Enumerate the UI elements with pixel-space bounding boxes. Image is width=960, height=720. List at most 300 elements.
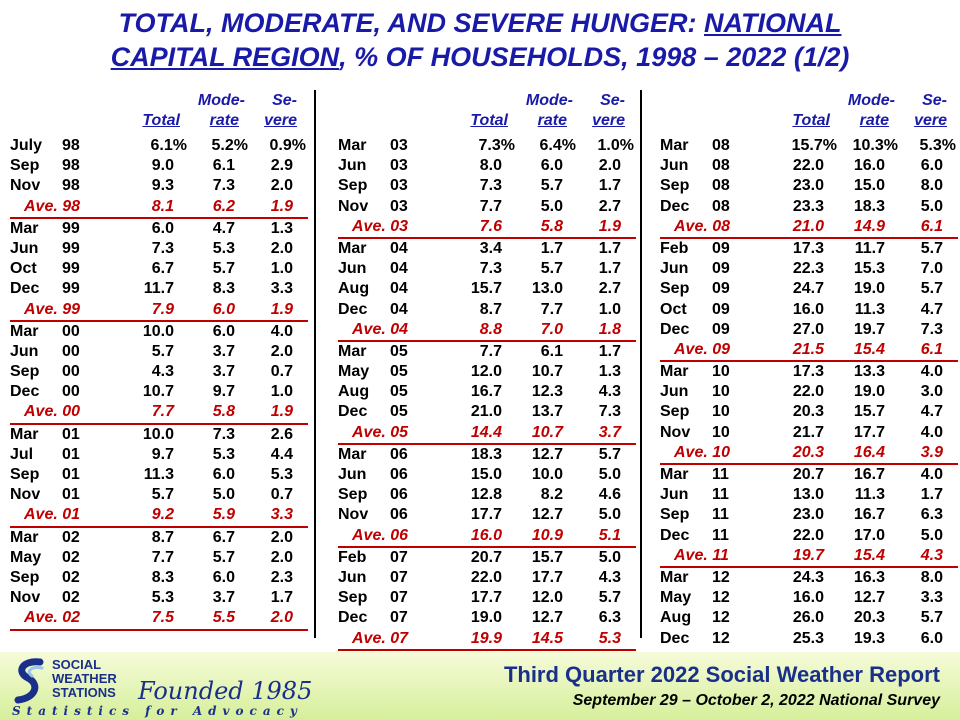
moderate-cell: 19.3 <box>853 629 885 647</box>
average-label: Ave. 03 <box>352 217 409 235</box>
severe-header-top: Se- <box>600 92 625 109</box>
total-cell: 11.3 <box>143 466 174 483</box>
severe-cell: 5.0 <box>598 548 621 566</box>
severe-cell: 6.0 <box>920 157 943 175</box>
year-cell: 02 <box>62 589 80 607</box>
total-cell: 9.0 <box>151 157 174 175</box>
year-cell: 09 <box>712 239 730 257</box>
table-row <box>338 197 636 217</box>
average-label: Ave. 10 <box>674 443 731 461</box>
severe-cell: 6.3 <box>920 506 943 524</box>
average-label: Ave. 05 <box>352 423 409 441</box>
year-cell: 98 <box>62 137 80 154</box>
year-cell: 00 <box>62 363 80 381</box>
table-row <box>338 259 636 279</box>
average-row <box>338 320 636 342</box>
month-cell: Jun <box>660 486 689 504</box>
total-cell: 27.0 <box>792 320 824 338</box>
month-cell: Sep <box>10 466 40 483</box>
year-cell: 00 <box>62 322 80 340</box>
severe-cell: 3.9 <box>920 443 943 461</box>
severe-cell: 1.9 <box>270 300 293 318</box>
total-cell: 8.7 <box>151 528 174 546</box>
moderate-cell: 16.0 <box>853 157 885 175</box>
moderate-cell: 18.3 <box>853 197 885 215</box>
severe-cell: 2.6 <box>270 425 293 443</box>
moderate-cell: 17.7 <box>531 568 563 586</box>
severe-cell: 4.6 <box>598 486 621 504</box>
average-label: Ave. 01 <box>24 506 81 524</box>
month-cell: May <box>338 363 370 381</box>
table-row <box>660 423 958 443</box>
total-cell: 24.3 <box>792 568 824 586</box>
severe-cell: 4.3 <box>598 568 621 586</box>
total-cell: 26.0 <box>792 609 824 627</box>
severe-cell: 0.9% <box>269 137 306 154</box>
total-cell: 8.7 <box>479 300 502 318</box>
severe-cell: 7.3 <box>920 320 943 338</box>
total-cell: 8.1 <box>151 197 174 215</box>
month-cell: Mar <box>660 568 689 586</box>
average-label: Ave. 08 <box>674 217 731 235</box>
severe-cell: 4.7 <box>920 403 943 421</box>
table-row <box>10 259 308 279</box>
moderate-cell: 15.0 <box>853 177 885 195</box>
month-cell: Mar <box>338 239 367 257</box>
severe-cell: 2.7 <box>598 197 621 215</box>
year-cell: 08 <box>712 157 730 175</box>
month-cell: Jun <box>660 383 689 401</box>
severe-cell: 1.0 <box>270 260 293 278</box>
year-cell: 04 <box>390 300 408 318</box>
table-row <box>10 425 308 445</box>
month-cell: Aug <box>660 609 692 627</box>
total-cell: 7.6 <box>479 217 502 235</box>
total-cell: 23.0 <box>792 177 824 195</box>
table-row <box>660 526 958 546</box>
year-cell: 03 <box>390 197 408 215</box>
year-cell: 11 <box>712 466 729 483</box>
table-row <box>660 465 958 485</box>
severe-cell: 7.3 <box>598 403 621 421</box>
total-cell: 13.0 <box>792 486 824 504</box>
total-cell: 6.7 <box>151 260 174 278</box>
month-cell: Jun <box>10 239 39 257</box>
moderate-cell: 12.3 <box>531 383 563 401</box>
severe-cell: 2.0 <box>270 528 293 546</box>
severe-header-bottom: vere <box>592 112 625 129</box>
total-header: Total <box>142 112 180 129</box>
month-cell: Jul <box>10 445 34 463</box>
total-cell: 4.3 <box>151 363 174 381</box>
severe-cell: 8.0 <box>920 177 943 195</box>
total-cell: 20.3 <box>792 443 824 461</box>
column-header <box>10 92 308 136</box>
moderate-cell: 10.7 <box>531 423 563 441</box>
moderate-cell: 11.3 <box>854 486 885 504</box>
average-row <box>660 443 958 465</box>
average-row <box>10 197 308 219</box>
table-row <box>338 362 636 382</box>
severe-cell: 5.0 <box>920 526 943 544</box>
table-row <box>338 548 636 568</box>
month-cell: Mar <box>10 322 39 340</box>
total-cell: 15.7% <box>791 137 837 154</box>
moderate-cell: 5.7 <box>540 177 563 195</box>
severe-cell: 1.8 <box>598 320 621 338</box>
severe-cell: 4.3 <box>920 546 943 564</box>
month-cell: Sep <box>338 177 368 195</box>
moderate-cell: 12.7 <box>531 506 563 524</box>
table-column-1 <box>10 92 308 631</box>
severe-cell: 6.0 <box>920 629 943 647</box>
month-cell: Dec <box>10 383 40 401</box>
average-label: Ave. 02 <box>24 609 81 627</box>
average-label: Ave. 06 <box>352 526 409 544</box>
severe-cell: 8.0 <box>920 568 943 586</box>
year-cell: 99 <box>62 260 80 278</box>
title-line2-underlined: CAPITAL REGION <box>110 42 340 72</box>
average-row <box>10 608 308 630</box>
org-name-line1: SOCIAL <box>52 657 102 672</box>
average-row <box>10 505 308 527</box>
total-cell: 22.0 <box>792 383 824 401</box>
total-cell: 21.7 <box>792 423 824 441</box>
month-cell: Jun <box>338 568 367 586</box>
moderate-cell: 19.0 <box>853 280 885 298</box>
total-cell: 25.3 <box>792 629 824 647</box>
total-cell: 17.3 <box>792 239 824 257</box>
year-cell: 04 <box>390 260 408 278</box>
average-label: Ave. 04 <box>352 320 409 338</box>
total-cell: 17.7 <box>470 589 502 607</box>
severe-cell: 3.7 <box>598 423 621 441</box>
moderate-cell: 5.8 <box>212 403 235 421</box>
year-cell: 06 <box>390 445 408 463</box>
moderate-cell: 11.3 <box>854 300 885 318</box>
month-cell: Dec <box>660 526 690 544</box>
table-row <box>660 402 958 422</box>
total-cell: 7.7 <box>479 197 502 215</box>
moderate-cell: 7.0 <box>540 320 563 338</box>
severe-cell: 2.0 <box>270 609 293 627</box>
severe-cell: 1.3 <box>598 363 621 381</box>
severe-cell: 6.1 <box>920 217 943 235</box>
year-cell: 11 <box>712 526 729 544</box>
org-name-line3: STATIONS <box>52 685 116 700</box>
report-title: Third Quarter 2022 Social Weather Report <box>503 662 940 687</box>
month-cell: Nov <box>338 197 369 215</box>
average-row <box>10 300 308 322</box>
moderate-cell: 16.3 <box>853 568 885 586</box>
severe-cell: 5.1 <box>598 526 621 544</box>
year-cell: 00 <box>62 383 80 401</box>
moderate-header-top: Mode- <box>847 92 895 109</box>
table-row <box>338 300 636 320</box>
table-row <box>10 239 308 259</box>
moderate-cell: 14.5 <box>531 629 563 647</box>
year-cell: 10 <box>712 423 730 441</box>
column-divider-2 <box>640 90 642 638</box>
total-cell: 21.0 <box>470 403 502 421</box>
table-row <box>660 382 958 402</box>
table-row <box>10 382 308 402</box>
table-row <box>338 342 636 362</box>
month-cell: Mar <box>10 425 39 443</box>
table-row <box>338 608 636 628</box>
month-cell: Oct <box>660 300 687 318</box>
table-row <box>338 136 636 156</box>
table-row <box>10 362 308 382</box>
total-cell: 23.0 <box>792 506 824 524</box>
month-cell: Aug <box>338 280 370 298</box>
moderate-cell: 9.7 <box>212 383 235 401</box>
severe-cell: 1.7 <box>598 177 621 195</box>
total-cell: 5.7 <box>151 486 174 504</box>
moderate-cell: 5.3 <box>212 239 235 257</box>
severe-cell: 4.0 <box>270 322 293 340</box>
severe-cell: 5.7 <box>598 445 621 463</box>
severe-cell: 2.7 <box>598 280 621 298</box>
table-row <box>338 505 636 525</box>
table-row <box>338 402 636 422</box>
table-row <box>10 322 308 342</box>
year-cell: 09 <box>712 320 730 338</box>
year-cell: 02 <box>62 568 80 586</box>
year-cell: 11 <box>712 506 729 524</box>
total-cell: 7.7 <box>151 548 174 566</box>
moderate-cell: 6.0 <box>212 300 235 318</box>
table-row <box>10 485 308 505</box>
total-cell: 5.3 <box>151 589 174 607</box>
moderate-cell: 6.4% <box>539 137 576 154</box>
table-row <box>10 176 308 196</box>
moderate-cell: 6.0 <box>212 322 235 340</box>
total-cell: 6.0 <box>151 219 174 237</box>
moderate-cell: 5.9 <box>212 506 235 524</box>
total-header: Total <box>792 112 830 129</box>
moderate-cell: 16.7 <box>853 466 885 483</box>
table-row <box>660 197 958 217</box>
year-cell: 01 <box>62 425 80 443</box>
month-cell: Oct <box>10 260 37 278</box>
average-row <box>338 217 636 239</box>
moderate-cell: 5.3 <box>212 445 235 463</box>
total-cell: 22.0 <box>792 157 824 175</box>
year-cell: 07 <box>390 568 408 586</box>
month-cell: Sep <box>10 363 40 381</box>
severe-cell: 5.7 <box>920 609 943 627</box>
total-cell: 17.3 <box>792 363 824 381</box>
month-cell: Sep <box>660 506 690 524</box>
moderate-cell: 17.0 <box>853 526 885 544</box>
moderate-cell: 6.1 <box>540 342 563 360</box>
title-line1: TOTAL, MODERATE, AND SEVERE HUNGER: <box>118 8 705 38</box>
month-cell: Jun <box>338 260 367 278</box>
year-cell: 12 <box>712 629 730 647</box>
table-row <box>660 136 958 156</box>
severe-header-top: Se- <box>272 92 297 109</box>
total-cell: 21.5 <box>792 340 824 358</box>
total-cell: 17.7 <box>470 506 502 524</box>
table-row <box>10 548 308 568</box>
moderate-cell: 10.9 <box>531 526 563 544</box>
month-cell: Dec <box>338 300 368 318</box>
year-cell: 07 <box>390 609 408 627</box>
average-row <box>10 402 308 424</box>
severe-cell: 3.3 <box>920 589 943 607</box>
table-row <box>338 485 636 505</box>
severe-cell: 5.0 <box>598 466 621 483</box>
month-cell: Feb <box>338 548 367 566</box>
table-row <box>10 568 308 588</box>
year-cell: 09 <box>712 260 730 278</box>
year-cell: 09 <box>712 300 730 318</box>
moderate-cell: 15.4 <box>853 340 885 358</box>
severe-cell: 1.0% <box>597 137 634 154</box>
year-cell: 12 <box>712 568 730 586</box>
severe-cell: 3.0 <box>920 383 943 401</box>
total-cell: 15.0 <box>470 466 502 483</box>
moderate-cell: 6.0 <box>540 157 563 175</box>
year-cell: 11 <box>712 486 729 504</box>
month-cell: Nov <box>338 506 369 524</box>
total-cell: 19.0 <box>470 609 502 627</box>
severe-cell: 5.7 <box>920 280 943 298</box>
moderate-cell: 12.0 <box>531 589 563 607</box>
severe-cell: 4.0 <box>920 423 943 441</box>
moderate-cell: 12.7 <box>531 609 563 627</box>
table-row <box>10 279 308 299</box>
severe-cell: 1.7 <box>270 589 293 607</box>
year-cell: 09 <box>712 280 730 298</box>
total-cell: 10.0 <box>142 425 174 443</box>
total-cell: 15.7 <box>470 280 502 298</box>
month-cell: Aug <box>338 383 370 401</box>
moderate-cell: 7.7 <box>540 300 563 318</box>
year-cell: 98 <box>62 157 80 175</box>
total-cell: 16.0 <box>792 300 824 318</box>
severe-cell: 0.7 <box>270 486 293 504</box>
average-label: Ave. 07 <box>352 629 409 647</box>
total-cell: 7.7 <box>151 403 174 421</box>
moderate-cell: 13.7 <box>531 403 563 421</box>
month-cell: Dec <box>660 320 690 338</box>
total-cell: 7.5 <box>151 609 174 627</box>
year-cell: 98 <box>62 177 80 195</box>
severe-cell: 6.1 <box>920 340 943 358</box>
moderate-cell: 4.7 <box>212 219 235 237</box>
moderate-cell: 17.7 <box>853 423 885 441</box>
org-name-line2: WEATHER <box>52 671 117 686</box>
footer-banner <box>0 652 960 720</box>
severe-header-bottom: vere <box>264 112 297 129</box>
moderate-cell: 12.7 <box>531 445 563 463</box>
moderate-cell: 7.3 <box>212 425 235 443</box>
total-cell: 22.0 <box>470 568 502 586</box>
table-row <box>660 608 958 628</box>
severe-cell: 2.0 <box>270 548 293 566</box>
severe-cell: 4.0 <box>920 466 943 483</box>
moderate-cell: 6.0 <box>212 466 235 483</box>
total-cell: 14.4 <box>470 423 502 441</box>
moderate-cell: 10.7 <box>531 363 563 381</box>
severe-cell: 5.7 <box>920 239 943 257</box>
table-row <box>10 219 308 239</box>
month-cell: Jun <box>338 466 367 483</box>
month-cell: Dec <box>10 280 40 298</box>
severe-cell: 4.7 <box>920 300 943 318</box>
year-cell: 03 <box>390 157 408 175</box>
year-cell: 03 <box>390 177 408 195</box>
average-label: Ave. 98 <box>24 197 81 215</box>
moderate-cell: 15.7 <box>853 403 885 421</box>
table-row <box>660 588 958 608</box>
moderate-cell: 6.0 <box>212 568 235 586</box>
moderate-cell: 8.3 <box>212 280 235 298</box>
moderate-cell: 15.7 <box>531 548 563 566</box>
month-cell: Jun <box>660 260 689 278</box>
total-header: Total <box>470 112 508 129</box>
total-cell: 7.3 <box>479 260 502 278</box>
month-cell: Mar <box>660 363 689 381</box>
moderate-header-top: Mode- <box>197 92 245 109</box>
year-cell: 04 <box>390 239 408 257</box>
month-cell: Sep <box>338 589 368 607</box>
table-row <box>338 176 636 196</box>
table-row <box>338 465 636 485</box>
total-cell: 8.3 <box>151 568 174 586</box>
total-cell: 19.7 <box>792 546 824 564</box>
total-cell: 20.7 <box>792 466 824 483</box>
total-cell: 16.0 <box>792 589 824 607</box>
severe-cell: 6.3 <box>598 609 621 627</box>
year-cell: 01 <box>62 445 80 463</box>
average-row <box>660 546 958 568</box>
severe-header-bottom: vere <box>914 112 947 129</box>
total-cell: 19.9 <box>470 629 502 647</box>
average-row <box>338 423 636 445</box>
month-cell: Nov <box>10 486 41 504</box>
month-cell: Mar <box>338 342 367 360</box>
moderate-cell: 12.7 <box>853 589 885 607</box>
year-cell: 03 <box>390 137 408 154</box>
title-line1-underlined: NATIONAL <box>704 8 842 38</box>
slide-title <box>0 6 960 74</box>
table-column-3 <box>660 92 958 671</box>
month-cell: Nov <box>660 423 691 441</box>
table-row <box>660 505 958 525</box>
year-cell: 05 <box>390 363 408 381</box>
month-cell: Sep <box>660 280 690 298</box>
year-cell: 02 <box>62 548 80 566</box>
severe-cell: 5.3 <box>270 466 293 483</box>
average-label: Ave. 11 <box>674 546 729 564</box>
severe-cell: 1.7 <box>598 239 621 257</box>
month-cell: Jun <box>338 157 367 175</box>
year-cell: 08 <box>712 137 730 154</box>
table-row <box>10 528 308 548</box>
moderate-cell: 13.3 <box>853 363 885 381</box>
moderate-cell: 10.3% <box>852 137 898 154</box>
total-cell: 20.7 <box>470 548 502 566</box>
moderate-header-top: Mode- <box>525 92 573 109</box>
total-cell: 3.4 <box>479 239 502 257</box>
moderate-cell: 5.8 <box>540 217 563 235</box>
moderate-cell: 5.0 <box>540 197 563 215</box>
table-row <box>338 382 636 402</box>
moderate-cell: 1.7 <box>540 239 563 257</box>
